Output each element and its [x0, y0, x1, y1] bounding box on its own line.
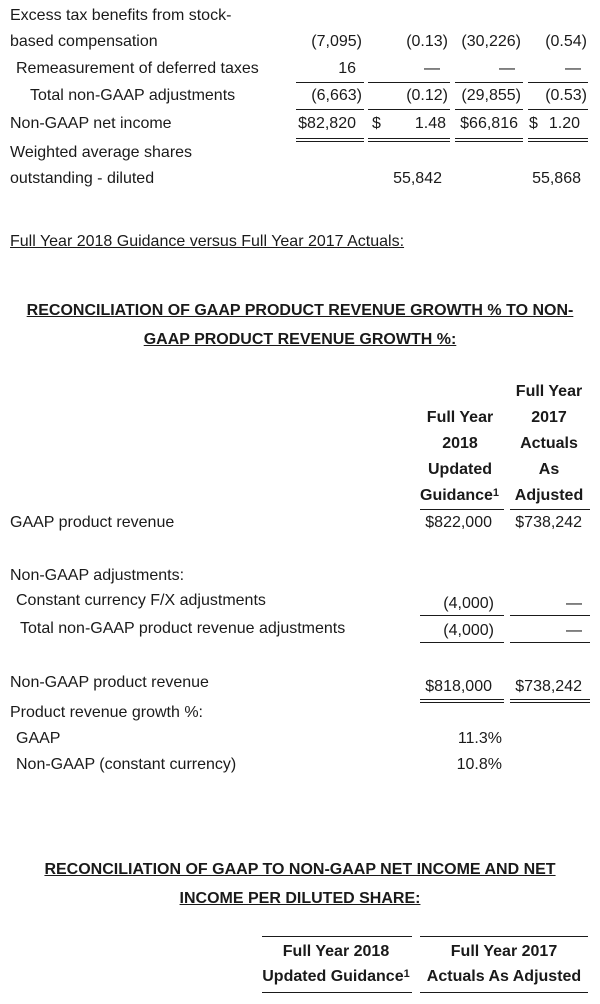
divider: [510, 642, 590, 643]
divider: [420, 936, 588, 937]
row-label: Non-GAAP adjustments:: [10, 567, 185, 584]
column-header: Actuals: [520, 435, 578, 452]
cell-value: (0.54): [545, 33, 587, 50]
cell-value: 11.3%: [457, 730, 502, 747]
double-rule: [420, 699, 504, 703]
row-label: Weighted average shares: [10, 144, 193, 161]
column-header: Updated: [428, 461, 492, 478]
currency-symbol: $: [372, 115, 381, 132]
column-header: Full Year: [515, 383, 583, 400]
divider: [296, 82, 364, 83]
column-header: As: [538, 461, 560, 478]
row-label: Total non-GAAP product revenue adjustments: [20, 620, 346, 637]
cell-value: (4,000): [443, 622, 494, 639]
row-label: Constant currency F/X adjustments: [16, 592, 266, 609]
row-label: Excess tax benefits from stock-: [10, 7, 232, 24]
column-header: Full Year 2017: [450, 943, 558, 960]
row-label: based compensation: [10, 33, 158, 50]
cell-value: 55,868: [532, 170, 581, 187]
double-rule: [510, 699, 590, 703]
cell-value: (7,095): [311, 33, 362, 50]
column-header: Full Year 2018: [282, 943, 390, 960]
column-header: 2017: [531, 409, 567, 426]
cell-value: (6,663): [311, 87, 362, 104]
row-label: GAAP product revenue: [10, 514, 175, 531]
divider: [262, 936, 412, 937]
divider: [368, 82, 450, 83]
row-label: GAAP: [16, 730, 61, 747]
column-header: Full Year: [426, 409, 494, 426]
column-header: 2018: [442, 435, 478, 452]
divider: [528, 109, 588, 110]
cell-value: $738,242: [515, 678, 582, 695]
divider: [262, 992, 412, 993]
currency-symbol: $: [529, 115, 538, 132]
section-title: GAAP PRODUCT REVENUE GROWTH %:: [143, 331, 457, 348]
divider: [420, 992, 588, 993]
row-label: Total non-GAAP adjustments: [30, 87, 236, 104]
cell-value: 10.8%: [456, 756, 502, 773]
double-rule: [368, 138, 450, 142]
cell-value: $66,816: [460, 115, 518, 132]
guidance-heading: Full Year 2018 Guidance versus Full Year 2017 Actuals:: [10, 233, 405, 250]
cell-value: (0.13): [406, 33, 448, 50]
divider: [420, 642, 504, 643]
double-rule: [528, 138, 588, 142]
cell-value: —: [424, 60, 440, 77]
divider: [296, 109, 364, 110]
cell-value: $818,000: [425, 678, 492, 695]
cell-value: 1.48: [414, 115, 446, 132]
cell-value: (0.53): [545, 87, 587, 104]
cell-value: —: [565, 60, 581, 77]
divider: [510, 615, 590, 616]
cell-value: $82,820: [298, 115, 356, 132]
footnote-marker: 1: [403, 968, 410, 980]
cell-value: (4,000): [443, 595, 494, 612]
section-title: RECONCILIATION OF GAAP TO NON-GAAP NET INCOME AND NET: [44, 861, 556, 878]
cell-value: $822,000: [425, 514, 492, 531]
cell-value: —: [566, 622, 582, 639]
cell-value: —: [566, 595, 582, 612]
cell-value: 1.20: [548, 115, 580, 132]
divider: [528, 82, 588, 83]
cell-value: —: [499, 60, 515, 77]
divider: [368, 109, 450, 110]
column-header: Actuals As Adjusted: [426, 968, 582, 985]
double-rule: [455, 138, 523, 142]
divider: [455, 109, 523, 110]
cell-value: 55,842: [393, 170, 442, 187]
divider: [455, 82, 523, 83]
row-label: Non-GAAP product revenue: [10, 674, 209, 691]
cell-value: (30,226): [461, 33, 521, 50]
row-label: Non-GAAP (constant currency): [16, 756, 237, 773]
cell-value: (29,855): [461, 87, 521, 104]
row-label: Remeasurement of deferred taxes: [16, 60, 259, 77]
cell-value: (0.12): [406, 87, 448, 104]
divider: [420, 509, 504, 510]
double-rule: [296, 138, 364, 142]
row-label: Non-GAAP net income: [10, 115, 172, 132]
column-header: Updated Guidance$^1$: [262, 968, 410, 985]
cell-value: 16: [338, 60, 356, 77]
footnote-marker: 1: [492, 487, 500, 499]
divider: [510, 509, 590, 510]
row-label: Product revenue growth %:: [10, 704, 203, 721]
column-header: Adjusted: [514, 487, 584, 504]
section-title: RECONCILIATION OF GAAP PRODUCT REVENUE GROWTH % TO NON-: [26, 302, 574, 319]
cell-value: $738,242: [515, 514, 582, 531]
divider: [420, 615, 504, 616]
section-title: INCOME PER DILUTED SHARE:: [179, 890, 421, 907]
row-label: outstanding - diluted: [10, 170, 155, 187]
column-header: Guidance$^1$: [420, 487, 500, 504]
